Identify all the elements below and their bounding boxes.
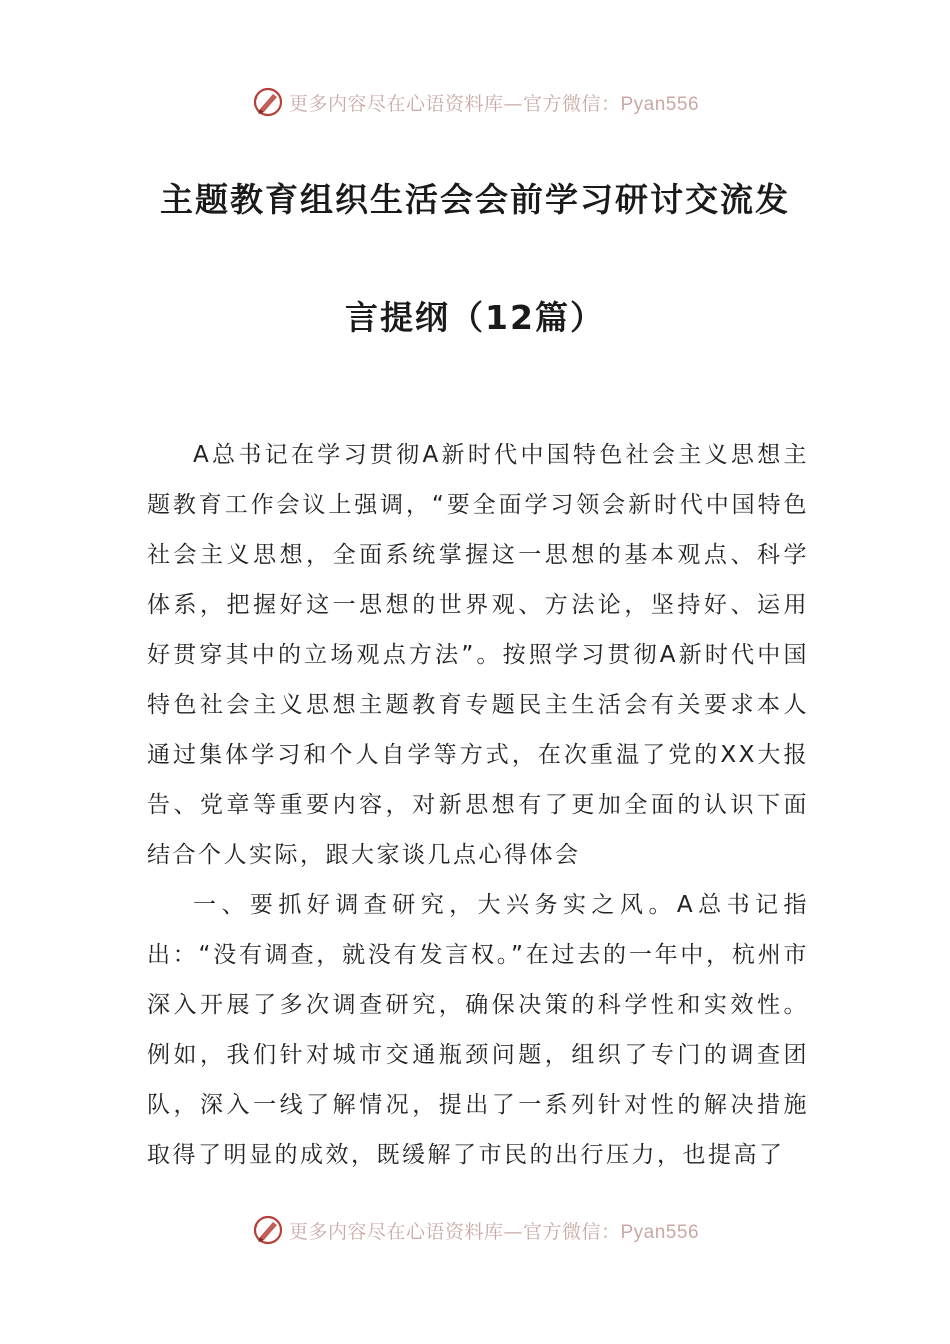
watermark-id: Pyan556 bbox=[620, 93, 700, 115]
document-title-line2: 言提纲（12篇） bbox=[345, 298, 605, 337]
watermark-footer bbox=[0, 1208, 950, 1252]
watermark-id: Pyan556 bbox=[620, 1221, 700, 1243]
pen-logo-icon bbox=[251, 85, 285, 119]
watermark-text: 更多内容尽在心语资料库—官方微信： bbox=[288, 92, 621, 115]
watermark-header bbox=[0, 80, 950, 124]
paragraph: 一、要抓好调查研究，大兴务实之风。A总书记指出：“没有调查，就没有发言权。”在过去的一年中，杭州市深入开展了多次调查研究，确保决策的科学性和实效性。例如，我们针对城市交通瓶颈问题，组织了专门的调查团队，深入一线了解情况，提出了一系列针对性的解决措施取得了明显的成效，既缓解了市民的出行压力，也提高了 bbox=[147, 892, 809, 1168]
watermark-text: 更多内容尽在心语资料库—官方微信： bbox=[288, 1220, 621, 1243]
pen-logo-icon bbox=[251, 1213, 285, 1247]
document-body bbox=[147, 430, 809, 1180]
document-title-line1: 主题教育组织生活会会前学习研讨交流发 bbox=[160, 180, 790, 219]
paragraph: A总书记在学习贯彻A新时代中国特色社会主义思想主题教育工作会议上强调，“要全面学习领会新时代中国特色社会主义思想，全面系统掌握这一思想的基本观点、科学体系，把握好这一思想的世界观、方法论，坚持好、运用好贯穿其中的立场观点方法”。按照学习贯彻A新时代中国特色社会主义思想主题教育专题民主生活会有关要求本人通过集体学习和个人自学等方式，在次重温了党的XX大报告、党章等重要内容，对新思想有了更加全面的认识下面结合个人实际，跟大家谈几点心得体会 bbox=[147, 442, 809, 868]
